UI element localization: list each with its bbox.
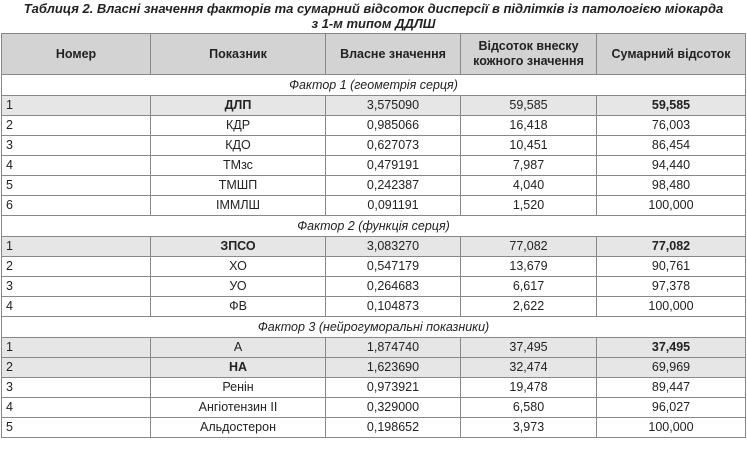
cell-cumulative: 76,003 — [597, 116, 746, 136]
cell-eigenvalue: 0,479191 — [326, 156, 461, 176]
cell-indicator: ТМШП — [151, 176, 326, 196]
cell-number: 3 — [2, 378, 151, 398]
table-row — [2, 116, 746, 136]
caption-line-2: з 1-м типом ДДЛШ — [311, 16, 436, 31]
cell-cumulative: 100,000 — [597, 196, 746, 216]
cell-percent: 7,987 — [461, 156, 597, 176]
cell-number: 3 — [2, 136, 151, 156]
cell-percent: 59,585 — [461, 96, 597, 116]
cell-indicator: КДО — [151, 136, 326, 156]
caption-line-1: Таблиця 2. Власні значення факторів та сумарний відсоток дисперсії в підлітків із патологією міокарда — [23, 1, 724, 16]
cell-number: 4 — [2, 297, 151, 317]
cell-eigenvalue: 3,575090 — [326, 96, 461, 116]
cell-cumulative: 77,082 — [597, 237, 746, 257]
cell-percent: 16,418 — [461, 116, 597, 136]
table-row — [2, 257, 746, 277]
cell-cumulative: 86,454 — [597, 136, 746, 156]
table-row — [2, 338, 746, 358]
cell-indicator: ТМзс — [151, 156, 326, 176]
cell-eigenvalue: 0,973921 — [326, 378, 461, 398]
section-row-factor-3 — [2, 317, 746, 338]
cell-indicator: ФВ — [151, 297, 326, 317]
table-row — [2, 96, 746, 116]
cell-indicator: Ренін — [151, 378, 326, 398]
cell-eigenvalue: 1,623690 — [326, 358, 461, 378]
header-eigenvalue: Власне значення — [326, 34, 461, 75]
cell-percent: 6,580 — [461, 398, 597, 418]
cell-number: 4 — [2, 398, 151, 418]
cell-eigenvalue: 0,242387 — [326, 176, 461, 196]
cell-number: 1 — [2, 96, 151, 116]
cell-cumulative: 94,440 — [597, 156, 746, 176]
cell-number: 2 — [2, 358, 151, 378]
cell-cumulative: 100,000 — [597, 418, 746, 438]
cell-percent: 10,451 — [461, 136, 597, 156]
cell-number: 5 — [2, 418, 151, 438]
table-row — [2, 297, 746, 317]
cell-eigenvalue: 0,627073 — [326, 136, 461, 156]
cell-indicator: ХО — [151, 257, 326, 277]
eigenvalues-table — [1, 33, 746, 438]
cell-indicator: А — [151, 338, 326, 358]
cell-cumulative: 98,480 — [597, 176, 746, 196]
cell-indicator: НА — [151, 358, 326, 378]
cell-cumulative: 100,000 — [597, 297, 746, 317]
header-indicator: Показник — [151, 34, 326, 75]
cell-indicator: ІММЛШ — [151, 196, 326, 216]
table-row — [2, 176, 746, 196]
cell-cumulative: 59,585 — [597, 96, 746, 116]
cell-percent: 19,478 — [461, 378, 597, 398]
cell-indicator: ДЛП — [151, 96, 326, 116]
header-cumulative: Сумарний відсоток — [597, 34, 746, 75]
cell-number: 1 — [2, 237, 151, 257]
header-number: Номер — [2, 34, 151, 75]
cell-eigenvalue: 0,104873 — [326, 297, 461, 317]
table-row — [2, 277, 746, 297]
cell-percent: 4,040 — [461, 176, 597, 196]
table-row — [2, 378, 746, 398]
header-percent: Відсоток внеску кожного значення — [461, 34, 597, 75]
cell-percent: 13,679 — [461, 257, 597, 277]
cell-number: 4 — [2, 156, 151, 176]
header-row — [2, 34, 746, 75]
cell-eigenvalue: 0,547179 — [326, 257, 461, 277]
cell-percent: 3,973 — [461, 418, 597, 438]
table-row — [2, 156, 746, 176]
cell-cumulative: 37,495 — [597, 338, 746, 358]
cell-cumulative: 69,969 — [597, 358, 746, 378]
cell-cumulative: 96,027 — [597, 398, 746, 418]
cell-number: 1 — [2, 338, 151, 358]
cell-indicator: КДР — [151, 116, 326, 136]
cell-number: 2 — [2, 116, 151, 136]
cell-eigenvalue: 3,083270 — [326, 237, 461, 257]
cell-percent: 6,617 — [461, 277, 597, 297]
table-row — [2, 398, 746, 418]
section-title: Фактор 3 (нейрогуморальні показники) — [2, 317, 746, 338]
table-row — [2, 418, 746, 438]
cell-number: 2 — [2, 257, 151, 277]
cell-percent: 2,622 — [461, 297, 597, 317]
cell-indicator: УО — [151, 277, 326, 297]
table-row — [2, 196, 746, 216]
cell-number: 6 — [2, 196, 151, 216]
cell-eigenvalue: 0,985066 — [326, 116, 461, 136]
cell-indicator: ЗПСО — [151, 237, 326, 257]
table-row — [2, 358, 746, 378]
cell-indicator: Ангіотензин ІІ — [151, 398, 326, 418]
section-row-factor-1 — [2, 75, 746, 96]
cell-eigenvalue: 0,198652 — [326, 418, 461, 438]
section-row-factor-2 — [2, 216, 746, 237]
cell-number: 3 — [2, 277, 151, 297]
cell-cumulative: 97,378 — [597, 277, 746, 297]
cell-percent: 37,495 — [461, 338, 597, 358]
cell-percent: 32,474 — [461, 358, 597, 378]
cell-eigenvalue: 0,264683 — [326, 277, 461, 297]
section-title: Фактор 1 (геометрія серця) — [2, 75, 746, 96]
cell-percent: 77,082 — [461, 237, 597, 257]
cell-cumulative: 89,447 — [597, 378, 746, 398]
table-caption — [0, 0, 747, 33]
cell-eigenvalue: 0,091191 — [326, 196, 461, 216]
cell-percent: 1,520 — [461, 196, 597, 216]
cell-cumulative: 90,761 — [597, 257, 746, 277]
cell-indicator: Альдостерон — [151, 418, 326, 438]
cell-eigenvalue: 1,874740 — [326, 338, 461, 358]
table-row — [2, 237, 746, 257]
cell-number: 5 — [2, 176, 151, 196]
cell-eigenvalue: 0,329000 — [326, 398, 461, 418]
table-row — [2, 136, 746, 156]
section-title: Фактор 2 (функція серця) — [2, 216, 746, 237]
